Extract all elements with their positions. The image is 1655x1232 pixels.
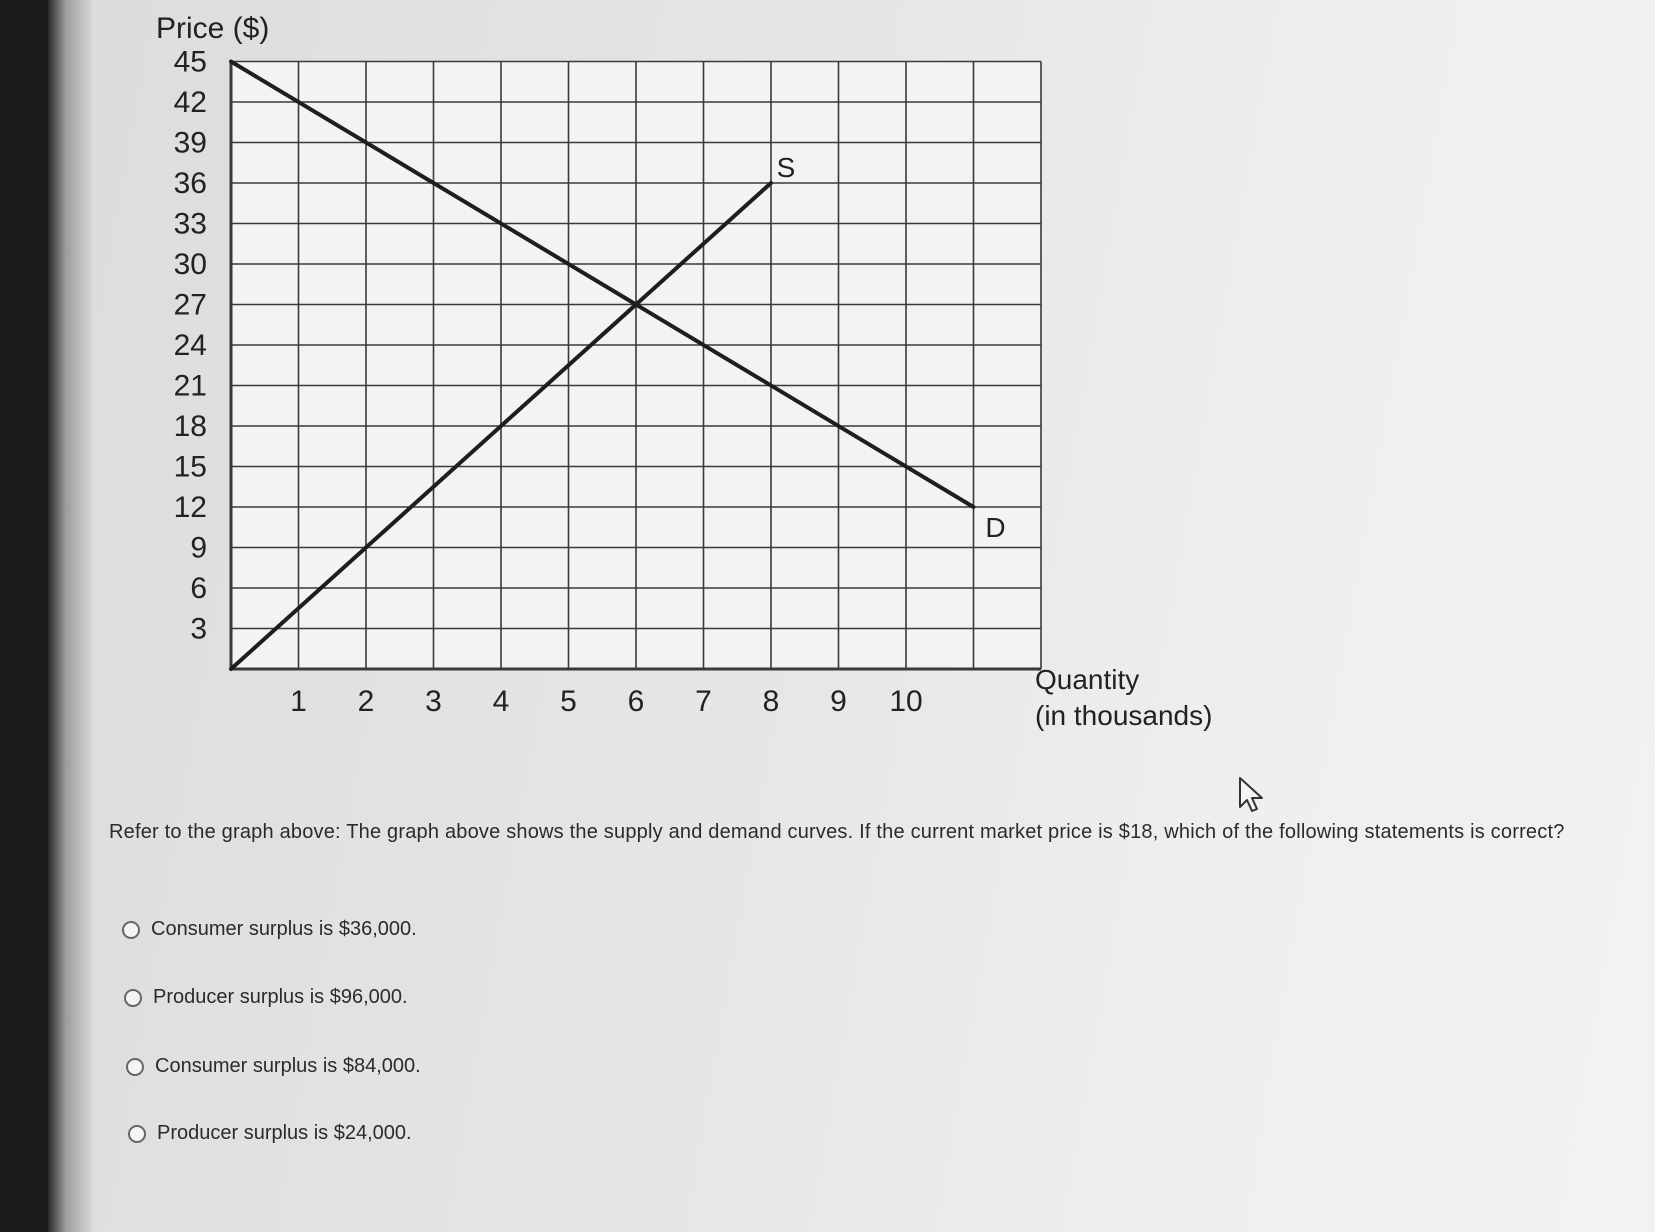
x-tick-label: 2 [357,685,375,718]
y-tick-label: 12 [173,491,207,524]
y-axis-title: Price ($) [156,12,270,45]
option-label: Consumer surplus is $36,000. [151,918,417,940]
x-tick-label: 1 [290,685,307,718]
y-tick-label: 33 [173,207,207,241]
y-tick-label: 27 [173,288,207,322]
radio-button[interactable] [122,921,140,939]
y-tick-label: 9 [190,531,207,565]
x-tick-label: 9 [830,685,847,718]
y-tick-label: 42 [173,86,207,119]
option-1[interactable] [122,918,417,941]
x-tick-label: 3 [425,685,442,718]
y-tick-label: 45 [173,45,207,79]
y-tick-label: 3 [190,612,207,646]
x-axis-title-line2: (in thousands) [1035,700,1213,731]
radio-button[interactable] [126,1058,144,1076]
y-tick-label: 21 [173,369,207,403]
option-label: Producer surplus is $24,000. [157,1122,412,1144]
x-tick-label: 10 [889,685,923,718]
option-2[interactable] [124,986,408,1009]
option-label: Consumer surplus is $84,000. [155,1055,421,1077]
y-tick-label: 30 [173,248,207,281]
x-tick-label: 7 [695,685,712,718]
option-label: Producer surplus is $96,000. [153,986,408,1008]
y-tick-label: 15 [173,450,207,484]
x-tick-label: 6 [627,685,645,718]
series-label-s: S [776,152,796,183]
question-text: Refer to the graph above: The graph above shows the supply and demand curves. If the current market price is $18, which of the following statements is correct? [109,821,1565,843]
option-3[interactable] [126,1055,421,1078]
y-tick-label: 36 [173,167,207,200]
x-tick-label: 5 [560,685,577,718]
option-4[interactable] [128,1122,412,1145]
y-tick-label: 6 [190,572,207,605]
x-tick-label: 4 [492,685,510,718]
y-tick-label: 24 [173,329,207,362]
series-label-d: D [985,512,1006,543]
radio-button[interactable] [124,989,142,1007]
radio-button[interactable] [128,1125,146,1143]
mouse-cursor-icon [1237,775,1267,815]
y-tick-label: 18 [173,410,207,443]
x-axis-title-line1: Quantity [1035,664,1140,695]
y-tick-label: 39 [173,126,207,160]
chart-grid [231,62,1041,670]
x-axis-title [1035,662,1212,734]
x-tick-label: 8 [762,685,780,718]
